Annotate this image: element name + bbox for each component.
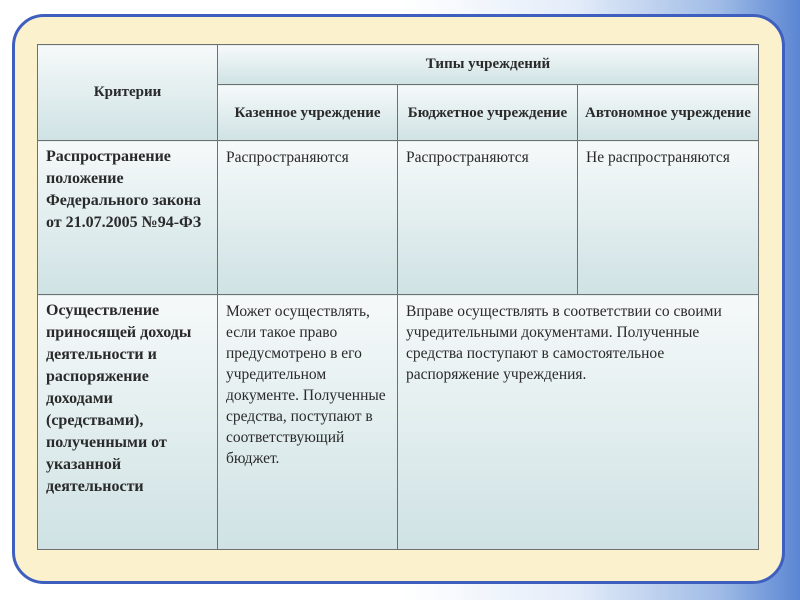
types-header: Типы учреждений: [218, 45, 759, 85]
table-row: [38, 295, 759, 550]
column-header-budgetnoe: Бюджетное учреждение: [398, 85, 578, 141]
value-cell: Распространяются: [218, 141, 398, 295]
table-row: [38, 141, 759, 295]
criterion-cell: Осуществление приносящей доходы деятельности и распоряжение доходами (средствами), полученными от указанной деятельности: [38, 295, 218, 550]
value-cell: Не распространяются: [578, 141, 759, 295]
criterion-cell: Распространение положение Федерального закона от 21.07.2005 №94-ФЗ: [38, 141, 218, 295]
institution-types-table: [37, 44, 759, 550]
value-cell-merged: Вправе осуществлять в соответствии со своими учредительными документами. Полученные средства поступают в самостоятельное распоряжение учреждения.: [398, 295, 759, 550]
criteria-header: Критерии: [38, 45, 218, 141]
value-cell: Может осуществлять, если такое право предусмотрено в его учредительном документе. Полученные средства, поступают в соответствующий бюджет.: [218, 295, 398, 550]
column-header-kazennoe: Казенное учреждение: [218, 85, 398, 141]
value-cell: Распространяются: [398, 141, 578, 295]
column-header-avtonomnoe: Автономное учреждение: [578, 85, 759, 141]
